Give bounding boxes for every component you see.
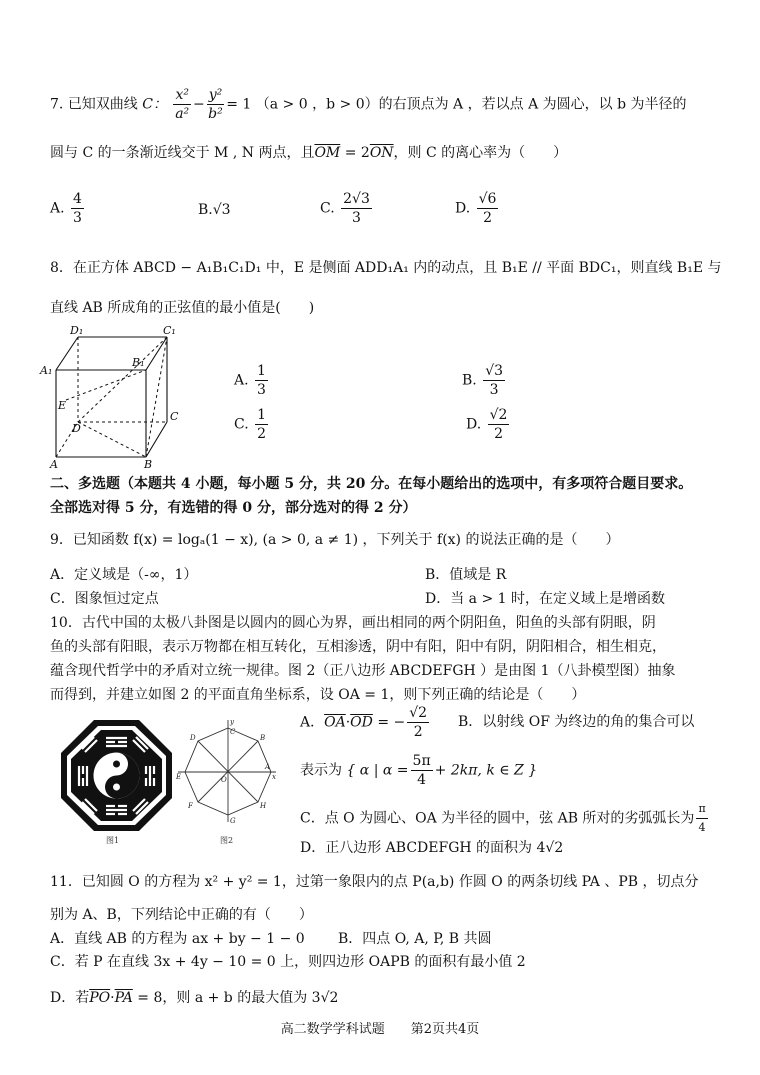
q7-opt-c-frac bbox=[341, 190, 372, 227]
q10-option-d: D．正八边形 ABCDEFGH 的面积为 4√2 bbox=[300, 840, 564, 856]
q11-vec-pa: $\overline{PA}$ bbox=[114, 990, 133, 1006]
fig2-label-a: A bbox=[265, 763, 271, 771]
fig2-label-y: y bbox=[230, 718, 234, 726]
q7-frac-y-den: b² bbox=[208, 106, 223, 122]
q7-line2-b: ，则 C 的离心率为（ ） bbox=[393, 145, 568, 161]
q8-opt-c-label: C. bbox=[234, 416, 249, 433]
fig2-label-c: C bbox=[230, 728, 236, 736]
q10-opt-b-set-post: + 2kπ, k ∈ Z } bbox=[434, 762, 538, 779]
q10-opt-b-den: 4 bbox=[417, 772, 427, 788]
q8-opt-a-frac bbox=[255, 362, 268, 399]
q10-opt-a-eq: = − bbox=[372, 714, 406, 731]
q9-stem: 9．已知函数 f(x) = logₐ(1 − x), (a > 0, a ≠ 1) ，下列关于 f(x) 的说法正确的是（ ） bbox=[50, 532, 620, 548]
cube-label-c: C bbox=[170, 410, 179, 423]
q8-line2: 直线 AB 所成角的正弦值的最小值是( ) bbox=[50, 300, 315, 316]
q7-opt-d-num: √6 bbox=[478, 191, 497, 207]
q10-option-a bbox=[300, 704, 431, 741]
q10-opt-a-den: 2 bbox=[413, 724, 423, 740]
section2-heading-line2: 全部选对得 5 分，有选错的得 0 分，部分选对的得 2 分） bbox=[50, 500, 417, 516]
q7-frac-x-num: x² bbox=[175, 87, 189, 103]
q8-opt-b-den: 3 bbox=[489, 382, 499, 398]
q7-opt-d-label: D. bbox=[455, 200, 471, 217]
q8-opt-d-num: √2 bbox=[489, 407, 508, 423]
q10-opt-b-set-pre: { α | α = bbox=[346, 762, 409, 779]
q8-opt-c-den: 2 bbox=[257, 426, 267, 442]
q7-vec-om: $\overline{OM}$ bbox=[314, 145, 341, 161]
cube-figure bbox=[36, 322, 186, 472]
q10-option-b-line2 bbox=[300, 752, 537, 789]
cube-label-b: B bbox=[144, 458, 153, 471]
q11-line1: 11．已知圆 O 的方程为 x² + y² = 1，过第一象限内的点 P(a,b) 作圆 O 的两条切线 PA 、PB ，切点分 bbox=[50, 874, 699, 890]
q7-curve-label: C： bbox=[142, 96, 167, 113]
q8-opt-d-den: 2 bbox=[494, 426, 504, 442]
q10-line1: 10．古代中国的太极八卦图是以圆内的圆心为界，画出相同的两个阴阳鱼，阳鱼的头部有阴眼，阴 bbox=[50, 615, 656, 631]
q7-line2-a: 圆与 C 的一条渐近线交于 M , N 两点，且 bbox=[50, 145, 315, 161]
q11-option-d bbox=[50, 988, 338, 1008]
q7-line1 bbox=[50, 86, 687, 123]
q8-line1: 8．在正方体 ABCD − A₁B₁C₁D₁ 中，E 是侧面 ADD₁A₁ 内的动点，且 B₁E // 平面 BDC₁，则直线 B₁E 与 bbox=[50, 260, 722, 276]
q7-opt-c-den: 3 bbox=[352, 210, 361, 226]
q7-vec-on: $\overline{ON}$ bbox=[369, 145, 394, 161]
q8-opt-c-frac bbox=[255, 406, 268, 443]
q7-option-a bbox=[50, 190, 86, 227]
q10-opt-a-frac bbox=[407, 704, 429, 741]
q10-opt-a-label: A． bbox=[300, 714, 325, 731]
q7-option-b bbox=[198, 200, 231, 220]
cube-label-d: D bbox=[72, 422, 81, 435]
fig2-label-f: F bbox=[188, 802, 193, 810]
cube-label-a: A bbox=[50, 458, 58, 471]
q7-frac-x-den: a² bbox=[175, 106, 190, 122]
q10-opt-b-num: 5π bbox=[412, 753, 431, 769]
q7-condition: （a > 0 ，b > 0） bbox=[255, 96, 379, 113]
q10-line3: 蕴含现代哲学中的矛盾对立统一规律。图 2（正八边形 ABCDEFGH ）是由图 1（八卦模型图）抽象 bbox=[50, 663, 676, 679]
cube-label-e: E bbox=[58, 399, 67, 412]
q8-option-d bbox=[466, 406, 511, 443]
q7-opt-b-value: √3 bbox=[212, 202, 231, 218]
q7-opt-c-num: 2√3 bbox=[343, 191, 370, 207]
q8-opt-a-den: 3 bbox=[257, 382, 266, 398]
q8-opt-b-num: √3 bbox=[485, 363, 504, 379]
q7-frac-x bbox=[173, 86, 191, 123]
fig2-label-b: B bbox=[260, 734, 266, 742]
q9-option-b: B．值域是 R bbox=[425, 567, 507, 583]
q7-frac-y-num: y² bbox=[208, 87, 223, 103]
fig2-label-e: E bbox=[176, 773, 182, 781]
fig1-caption: 图1 bbox=[106, 836, 120, 845]
q10-opt-c-text: C．点 O 为圆心、OA 为半径的圆中，弦 AB 所对的劣弧弧长为 bbox=[300, 810, 695, 827]
q10-dot: · bbox=[345, 714, 351, 731]
q8-opt-d-label: D. bbox=[466, 416, 482, 433]
q10-opt-c-frac bbox=[696, 800, 707, 837]
q7-opt-c-label: C. bbox=[320, 200, 335, 217]
q7-option-d bbox=[455, 190, 500, 227]
cube-label-d1: D₁ bbox=[70, 324, 84, 337]
q7-eq-mid: = 2 bbox=[340, 145, 370, 161]
fig2-label-h: H bbox=[260, 802, 267, 810]
q7-minus: − bbox=[192, 96, 205, 113]
cube-label-c1: C₁ bbox=[163, 324, 176, 337]
q7-opt-b-label: B. bbox=[198, 202, 213, 218]
q10-vec-oa: $\overline{OA}$ bbox=[324, 714, 346, 731]
q7-frac-y bbox=[207, 86, 225, 123]
q9-option-c: C．图象恒过定点 bbox=[50, 591, 159, 607]
q7-opt-d-den: 2 bbox=[483, 210, 493, 226]
q11-vec-po: $\overline{PO}$ bbox=[89, 990, 111, 1006]
q10-opt-c-den: 4 bbox=[698, 821, 706, 834]
q7-option-c bbox=[320, 190, 374, 227]
q11-option-a: A．直线 AB 的方程为 ax + by − 1 − 0 bbox=[50, 931, 305, 947]
page-footer: 高二数学学科试题 第2页共4页 bbox=[280, 1022, 480, 1037]
q10-opt-c-num: π bbox=[696, 800, 707, 819]
q7-opt-a-frac bbox=[71, 190, 84, 227]
q11-opt-d-pre: D．若 bbox=[50, 990, 90, 1006]
q8-option-b bbox=[462, 362, 507, 399]
q11-opt-d-post: = 8，则 a + b 的最大值为 3√2 bbox=[132, 990, 339, 1006]
octagon-figure bbox=[170, 716, 280, 846]
q7-number: 7. bbox=[50, 96, 64, 113]
q7-stem-start: 已知双曲线 bbox=[67, 96, 138, 113]
q11-dot: · bbox=[110, 990, 115, 1006]
q7-opt-a-num: 4 bbox=[73, 191, 82, 207]
cube-label-b1: B₁ bbox=[132, 356, 145, 369]
q9-option-d: D．当 a > 1 时，在定义域上是增函数 bbox=[425, 591, 666, 607]
q10-line2: 鱼的头部有阳眼，表示万物都在相互转化，互相渗透，阴中有阳，阳中有阴，阴阳相合，相生相克， bbox=[50, 639, 666, 655]
q11-option-b: B．四点 O, A, P, B 共圆 bbox=[338, 931, 492, 947]
q7-opt-d-frac bbox=[477, 190, 499, 227]
q8-option-a bbox=[234, 362, 270, 399]
fig2-label-o: O bbox=[221, 776, 227, 784]
q8-opt-d-frac bbox=[488, 406, 510, 443]
q10-opt-b-frac bbox=[411, 752, 433, 789]
fig2-label-d: D bbox=[190, 734, 196, 742]
fig2-caption: 图2 bbox=[220, 836, 234, 845]
q8-opt-b-label: B. bbox=[462, 372, 477, 389]
section2-heading-line1: 二、多选题（本题共 4 小题，每小题 5 分，共 20 分。在每小题给出的选项中，有多项符合题目要求。 bbox=[50, 476, 693, 492]
q7-opt-a-den: 3 bbox=[73, 210, 82, 226]
q7-eq-rhs: = 1 bbox=[226, 96, 252, 113]
q8-opt-a-num: 1 bbox=[257, 363, 266, 379]
fig2-label-g: G bbox=[230, 817, 236, 825]
q10-vec-od: $\overline{OD}$ bbox=[350, 714, 373, 731]
q10-opt-b-text: 表示为 bbox=[300, 762, 342, 779]
q11-option-c: C．若 P 在直线 3x + 4y − 10 = 0 上，则四边形 OAPB 的面积有最小值 2 bbox=[50, 954, 526, 970]
q7-line2 bbox=[50, 143, 567, 163]
q7-opt-a-label: A. bbox=[50, 200, 65, 217]
q10-option-b-line1: B．以射线 OF 为终边的角的集合可以 bbox=[458, 714, 695, 730]
q8-opt-b-frac bbox=[483, 362, 505, 399]
q8-opt-c-num: 1 bbox=[257, 407, 267, 423]
q11-line2: 别为 A、B，下列结论中正确的有（ ） bbox=[50, 907, 313, 923]
q10-line4: 而得到，并建立如图 2 的平面直角坐标系，设 OA = 1，则下列正确的结论是（ ） bbox=[50, 687, 586, 703]
fig2-label-x: x bbox=[272, 773, 276, 781]
cube-label-a1: A₁ bbox=[40, 364, 53, 377]
q7-line1-rest: 的右顶点为 A ，若以点 A 为圆心，以 b 为半径的 bbox=[378, 96, 687, 113]
q8-opt-a-label: A. bbox=[234, 372, 249, 389]
q9-option-a: A．定义域是（-∞，1） bbox=[50, 567, 198, 583]
q10-opt-a-num: √2 bbox=[409, 705, 428, 721]
bagua-figure bbox=[54, 716, 182, 846]
q8-option-c bbox=[234, 406, 270, 443]
q10-option-c bbox=[300, 800, 710, 837]
